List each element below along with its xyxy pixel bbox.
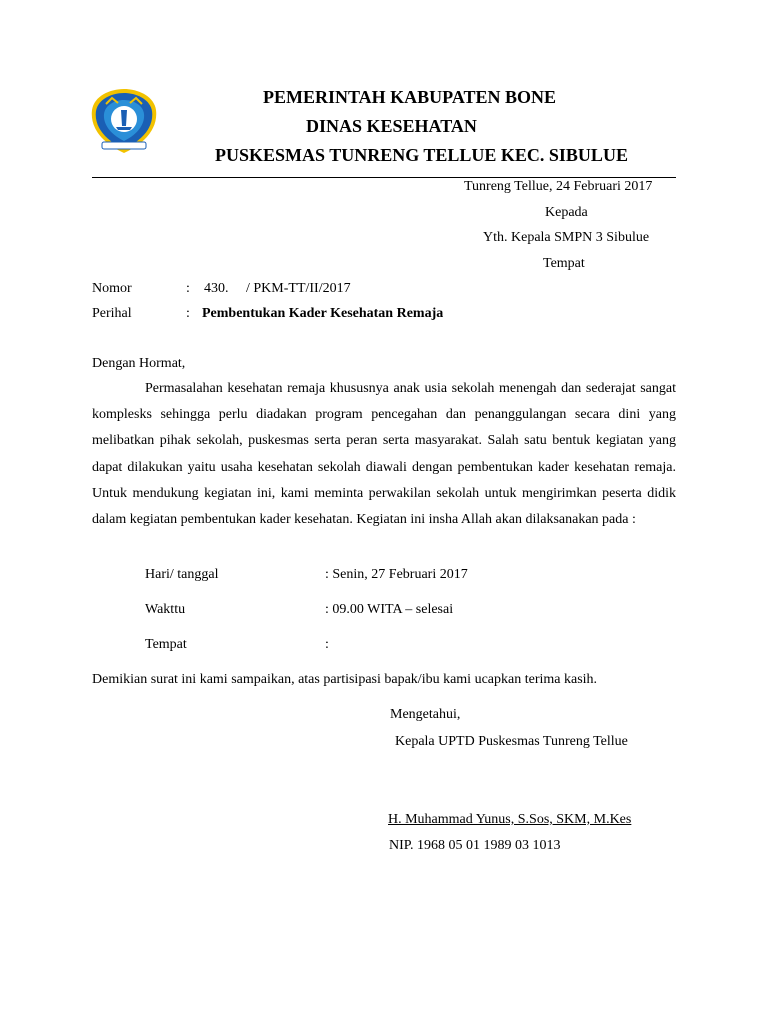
schedule-value-place: : <box>325 637 329 652</box>
schedule-label-place: Tempat <box>145 637 187 652</box>
greeting: Dengan Hormat, <box>92 356 186 371</box>
perihal-separator: : <box>186 306 190 321</box>
nomor-label: Nomor <box>92 281 132 296</box>
schedule-label-day: Hari/ tanggal <box>145 567 219 582</box>
body-paragraph: Permasalahan kesehatan remaja khususnya anak usia sekolah menengah dan sederajat sangat komplesks sehingga perlu diadakan program pencegahan dan penanggulangan secara dini yang melibatkan pihak sekolah, puskesmas serta peran serta masyarakat. Salah satu bentuk kegiatan yang dapat dilakukan yaitu usaha kesehatan sekolah diawali dengan pembentukan kader kesehatan remaja. Untuk mendukung kegiatan ini, kami meminta perwakilan sekolah untuk mengirimkan peserta didik dalam kegiatan pembentukan kader kesehatan. Kegiatan ini insha Allah akan dilaksanakan pada : <box>92 381 676 528</box>
nomor-value: 430. / PKM-TT/II/2017 <box>204 281 351 296</box>
letter-date: Tunreng Tellue, 24 Februari 2017 <box>464 179 653 194</box>
perihal-value: Pembentukan Kader Kesehatan Remaja <box>202 306 444 321</box>
signatory-name: H. Muhammad Yunus, S.Sos, SKM, M.Kes <box>388 812 632 827</box>
perihal-label: Perihal <box>92 306 132 321</box>
letterhead-agency: DINAS KESEHATAN <box>306 116 477 136</box>
schedule-value-day: : Senin, 27 Februari 2017 <box>325 567 468 582</box>
closing-sentence: Demikian surat ini kami sampaikan, atas partisipasi bapak/ibu kami ucapkan terima kasih. <box>92 672 598 687</box>
schedule-label-time: Wakttu <box>145 602 186 617</box>
signature-title: Kepala UPTD Puskesmas Tunreng Tellue <box>395 734 628 749</box>
recipient-kepada: Kepada <box>545 205 588 220</box>
signatory-nip: NIP. 1968 05 01 1989 03 1013 <box>389 838 561 853</box>
schedule-value-time: : 09.00 WITA – selesai <box>325 602 454 617</box>
bone-regency-emblem-icon <box>88 86 160 156</box>
recipient-place: Tempat <box>543 256 585 271</box>
signature-known: Mengetahui, <box>390 707 461 722</box>
nomor-separator: : <box>186 281 190 296</box>
recipient-name: Yth. Kepala SMPN 3 Sibulue <box>483 230 650 245</box>
letterhead-facility: PUSKESMAS TUNRENG TELLUE KEC. SIBULUE <box>215 145 628 165</box>
letterhead-rule <box>92 177 676 178</box>
letterhead-government: PEMERINTAH KABUPATEN BONE <box>263 87 557 107</box>
